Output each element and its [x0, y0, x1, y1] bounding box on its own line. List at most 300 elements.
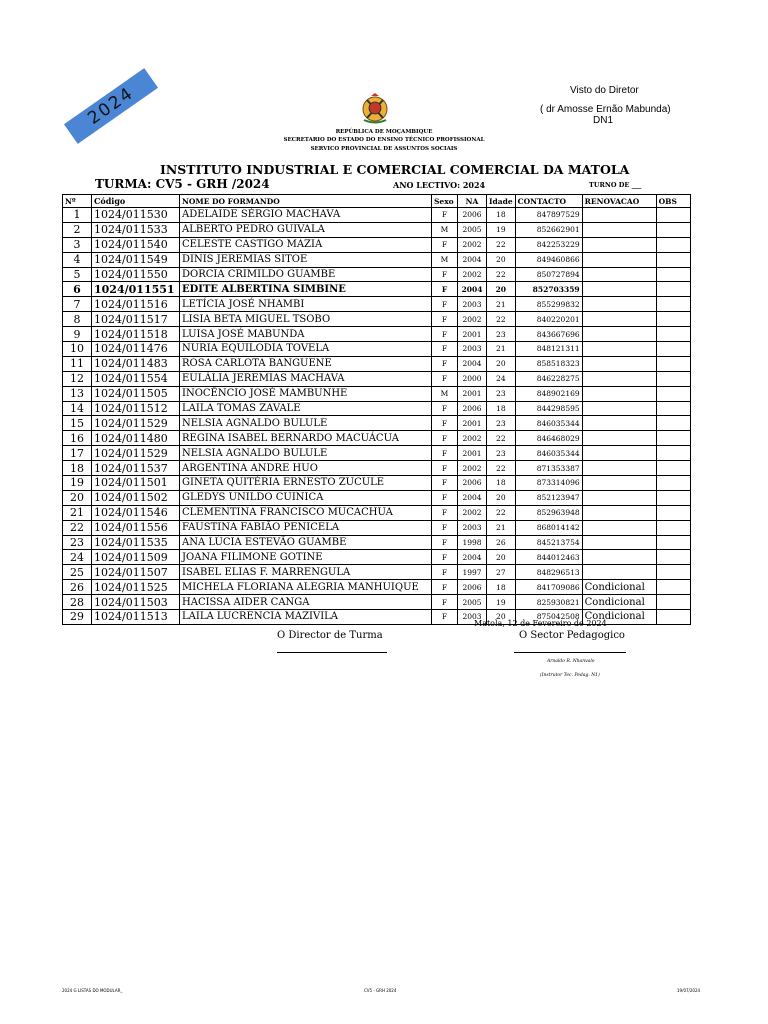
notes — [656, 312, 690, 327]
renewal-status — [582, 446, 656, 461]
table-row — [63, 208, 691, 223]
table-row — [63, 595, 691, 610]
student-code: 1024/011517 — [92, 312, 180, 327]
student-contact: 875042508 — [515, 610, 582, 625]
row-number: 25 — [63, 565, 92, 580]
student-age: 23 — [487, 327, 516, 342]
student-name: ALBERTO PEDRO GUIVALA — [180, 222, 432, 237]
notes — [656, 401, 690, 416]
student-age: 26 — [487, 535, 516, 550]
student-code: 1024/011525 — [92, 580, 180, 595]
student-sex: F — [432, 312, 458, 327]
student-contact: 852703359 — [515, 282, 582, 297]
table-row — [63, 252, 691, 267]
notes — [656, 297, 690, 312]
notes — [656, 371, 690, 386]
class-director-label: O Director de Turma — [277, 630, 383, 641]
table-row — [63, 431, 691, 446]
student-age: 23 — [487, 386, 516, 401]
student-sex: F — [432, 565, 458, 580]
notes — [656, 222, 690, 237]
birth-year: 2004 — [458, 356, 487, 371]
student-contact: 846035344 — [515, 416, 582, 431]
student-code: 1024/011535 — [92, 535, 180, 550]
table-row — [63, 327, 691, 342]
student-contact: 855299832 — [515, 297, 582, 312]
birth-year: 2003 — [458, 297, 487, 312]
notes — [656, 327, 690, 342]
shift-label: TURNO DE ___ — [589, 181, 642, 189]
director-approval-label: Visto do Diretor — [570, 85, 639, 96]
notes — [656, 476, 690, 491]
renewal-status — [582, 535, 656, 550]
student-name: ROSA CARLOTA BANGUENE — [180, 356, 432, 371]
student-sex: F — [432, 490, 458, 505]
notes — [656, 505, 690, 520]
student-code: 1024/011551 — [92, 282, 180, 297]
renewal-status: Condicional — [582, 610, 656, 625]
birth-year: 2004 — [458, 282, 487, 297]
student-sex: F — [432, 476, 458, 491]
student-sex: M — [432, 252, 458, 267]
notes — [656, 208, 690, 223]
roster-body — [63, 208, 691, 625]
row-number: 24 — [63, 550, 92, 565]
student-age: 19 — [487, 595, 516, 610]
renewal-status: Condicional — [582, 580, 656, 595]
student-contact: 848296513 — [515, 565, 582, 580]
birth-year: 2002 — [458, 312, 487, 327]
row-number: 14 — [63, 401, 92, 416]
notes — [656, 282, 690, 297]
student-code: 1024/011537 — [92, 461, 180, 476]
row-number: 23 — [63, 535, 92, 550]
student-name: GLEDYS UNILDO CUINICA — [180, 490, 432, 505]
student-age: 21 — [487, 342, 516, 357]
student-code: 1024/011483 — [92, 356, 180, 371]
birth-year: 2003 — [458, 520, 487, 535]
student-code: 1024/011516 — [92, 297, 180, 312]
student-code: 1024/011550 — [92, 267, 180, 282]
birth-year: 2004 — [458, 490, 487, 505]
student-sex: F — [432, 535, 458, 550]
student-age: 18 — [487, 580, 516, 595]
student-sex: F — [432, 371, 458, 386]
coat-of-arms-icon — [359, 92, 391, 124]
student-age: 23 — [487, 446, 516, 461]
student-code: 1024/011509 — [92, 550, 180, 565]
student-name: LUISA JOSÉ MABUNDA — [180, 327, 432, 342]
student-code: 1024/011513 — [92, 610, 180, 625]
student-name: DINIS JEREMIAS SITOE — [180, 252, 432, 267]
student-name: CLEMENTINA FRANCISCO MUCACHUA — [180, 505, 432, 520]
student-sex: F — [432, 416, 458, 431]
student-age: 18 — [487, 208, 516, 223]
row-number: 3 — [63, 237, 92, 252]
notes — [656, 610, 690, 625]
row-number: 19 — [63, 476, 92, 491]
student-contact: 842253229 — [515, 237, 582, 252]
institute-title: INSTITUTO INDUSTRIAL E COMERCIAL COMERCIAL DA MATOLA — [160, 162, 630, 177]
student-sex: F — [432, 356, 458, 371]
renewal-status — [582, 490, 656, 505]
notes — [656, 431, 690, 446]
student-sex: F — [432, 237, 458, 252]
table-row — [63, 386, 691, 401]
renewal-status — [582, 312, 656, 327]
table-row — [63, 222, 691, 237]
student-age: 20 — [487, 490, 516, 505]
table-row — [63, 416, 691, 431]
academic-year: ANO LECTIVO: 2024 — [393, 180, 486, 190]
student-code: 1024/011505 — [92, 386, 180, 401]
header-contact: CONTACTO — [515, 195, 582, 208]
class-label: TURMA: CV5 - GRH /2024 — [95, 177, 270, 191]
student-name: ADELAIDE SÉRGIO MACHAVA — [180, 208, 432, 223]
footer-date: 19/07/2024 — [677, 988, 701, 993]
student-name: EULÁLIA JEREMIAS MACHAVA — [180, 371, 432, 386]
student-sex: F — [432, 461, 458, 476]
table-row — [63, 535, 691, 550]
birth-year: 1998 — [458, 535, 487, 550]
renewal-status — [582, 565, 656, 580]
birth-year: 2002 — [458, 267, 487, 282]
student-contact: 844012463 — [515, 550, 582, 565]
notes — [656, 446, 690, 461]
student-sex: F — [432, 297, 458, 312]
student-contact: 858518323 — [515, 356, 582, 371]
table-row — [63, 342, 691, 357]
student-code: 1024/011530 — [92, 208, 180, 223]
row-number: 6 — [63, 282, 92, 297]
table-header-row — [63, 195, 691, 208]
birth-year: 2001 — [458, 386, 487, 401]
student-name: ISABEL ELIAS F. MARRENGULA — [180, 565, 432, 580]
table-row — [63, 476, 691, 491]
student-age: 21 — [487, 297, 516, 312]
student-code: 1024/011507 — [92, 565, 180, 580]
student-code: 1024/011549 — [92, 252, 180, 267]
student-age: 22 — [487, 312, 516, 327]
student-age: 22 — [487, 461, 516, 476]
birth-year: 2002 — [458, 431, 487, 446]
header-sex: Sexo — [432, 195, 458, 208]
header-age: Idade — [487, 195, 516, 208]
table-row — [63, 297, 691, 312]
student-code: 1024/011476 — [92, 342, 180, 357]
notes — [656, 416, 690, 431]
student-name: LISIA BETA MIGUEL TSOBO — [180, 312, 432, 327]
student-name: EDITE ALBERTINA SIMBINE — [180, 282, 432, 297]
birth-year: 2000 — [458, 371, 487, 386]
renewal-status — [582, 476, 656, 491]
student-contact: 873314096 — [515, 476, 582, 491]
notes — [656, 267, 690, 282]
renewal-status — [582, 237, 656, 252]
student-sex: F — [432, 610, 458, 625]
director-code: DN1 — [593, 115, 614, 126]
student-age: 22 — [487, 237, 516, 252]
table-row — [63, 267, 691, 282]
student-sex: M — [432, 386, 458, 401]
student-sex: F — [432, 595, 458, 610]
student-code: 1024/011554 — [92, 371, 180, 386]
row-number: 12 — [63, 371, 92, 386]
student-age: 21 — [487, 520, 516, 535]
birth-year: 2006 — [458, 580, 487, 595]
student-name: MICHELA FLORIANA ALEGRIA MANHUIQUE — [180, 580, 432, 595]
table-row — [63, 237, 691, 252]
birth-year: 2004 — [458, 252, 487, 267]
row-number: 10 — [63, 342, 92, 357]
row-number: 22 — [63, 520, 92, 535]
student-sex: F — [432, 342, 458, 357]
student-contact: 852662901 — [515, 222, 582, 237]
birth-year: 2004 — [458, 550, 487, 565]
student-name: NELSIA AGNALDO BULULE — [180, 416, 432, 431]
birth-year: 2005 — [458, 222, 487, 237]
table-row — [63, 401, 691, 416]
student-age: 20 — [487, 610, 516, 625]
student-name: HACISSA AIDER CANGA — [180, 595, 432, 610]
notes — [656, 520, 690, 535]
renewal-status — [582, 520, 656, 535]
row-number: 1 — [63, 208, 92, 223]
table-row — [63, 446, 691, 461]
header-code: Código — [92, 195, 180, 208]
row-number: 15 — [63, 416, 92, 431]
notes — [656, 356, 690, 371]
header-number: Nº — [63, 195, 92, 208]
student-name: ANA LÚCIA ESTEVÃO GUAMBE — [180, 535, 432, 550]
renewal-status — [582, 267, 656, 282]
student-code: 1024/011529 — [92, 416, 180, 431]
table-row — [63, 565, 691, 580]
student-code: 1024/011533 — [92, 222, 180, 237]
renewal-status — [582, 208, 656, 223]
birth-year: 2006 — [458, 401, 487, 416]
letterhead-service: SERVICO PROVINCIAL DE ASSUNTOS SOCIAIS — [310, 146, 458, 152]
student-age: 20 — [487, 252, 516, 267]
renewal-status — [582, 505, 656, 520]
student-sex: M — [432, 222, 458, 237]
table-row — [63, 371, 691, 386]
row-number: 26 — [63, 580, 92, 595]
birth-year: 2003 — [458, 342, 487, 357]
student-contact: 825930821 — [515, 595, 582, 610]
birth-year: 2001 — [458, 446, 487, 461]
student-contact: 846228275 — [515, 371, 582, 386]
header-name: NOME DO FORMANDO — [180, 195, 432, 208]
student-roster-table — [62, 194, 691, 625]
student-contact: 846468029 — [515, 431, 582, 446]
student-contact: 841709086 — [515, 580, 582, 595]
row-number: 20 — [63, 490, 92, 505]
table-row — [63, 356, 691, 371]
notes — [656, 550, 690, 565]
student-code: 1024/011540 — [92, 237, 180, 252]
student-contact: 848902169 — [515, 386, 582, 401]
birth-year: 2002 — [458, 237, 487, 252]
letterhead-republic: REPÚBLICA DE MOÇAMBIQUE — [335, 129, 433, 135]
student-age: 20 — [487, 550, 516, 565]
student-contact: 849460866 — [515, 252, 582, 267]
table-row — [63, 520, 691, 535]
student-age: 20 — [487, 282, 516, 297]
renewal-status — [582, 356, 656, 371]
student-sex: F — [432, 431, 458, 446]
signatory-title: (Instrutor Tec. Pedag. N1) — [540, 673, 600, 678]
student-code: 1024/011556 — [92, 520, 180, 535]
student-age: 19 — [487, 222, 516, 237]
renewal-status — [582, 461, 656, 476]
student-name: REGINA ISABEL BERNARDO MACUÁCUA — [180, 431, 432, 446]
student-age: 23 — [487, 416, 516, 431]
student-code: 1024/011480 — [92, 431, 180, 446]
signing-date: Matola, 12 de Fevereiro de 2024 — [474, 619, 607, 628]
student-name: LETÍCIA JOSÉ NHAMBI — [180, 297, 432, 312]
student-sex: F — [432, 327, 458, 342]
student-name: NELSIA AGNALDO BULULE — [180, 446, 432, 461]
student-sex: F — [432, 267, 458, 282]
row-number: 16 — [63, 431, 92, 446]
notes — [656, 535, 690, 550]
student-age: 18 — [487, 401, 516, 416]
pedagogic-sector-signature-line — [514, 652, 626, 653]
birth-year: 2001 — [458, 327, 487, 342]
student-sex: F — [432, 446, 458, 461]
birth-year: 2002 — [458, 461, 487, 476]
student-code: 1024/011518 — [92, 327, 180, 342]
birth-year: 2006 — [458, 208, 487, 223]
notes — [656, 595, 690, 610]
renewal-status — [582, 416, 656, 431]
row-number: 17 — [63, 446, 92, 461]
student-contact: 845213754 — [515, 535, 582, 550]
renewal-status — [582, 550, 656, 565]
row-number: 7 — [63, 297, 92, 312]
renewal-status — [582, 386, 656, 401]
row-number: 13 — [63, 386, 92, 401]
student-name: INOCÊNCIO JOSÉ MAMBUNHE — [180, 386, 432, 401]
birth-year: 2005 — [458, 595, 487, 610]
student-age: 22 — [487, 267, 516, 282]
renewal-status — [582, 222, 656, 237]
student-sex: F — [432, 208, 458, 223]
student-name: FAUSTINA FABIÃO PENICELA — [180, 520, 432, 535]
student-code: 1024/011546 — [92, 505, 180, 520]
row-number: 28 — [63, 595, 92, 610]
renewal-status — [582, 327, 656, 342]
header-renewal: RENOVACAO — [582, 195, 656, 208]
birth-year: 2002 — [458, 505, 487, 520]
renewal-status — [582, 282, 656, 297]
student-name: DORCIA CRIMILDO GUAMBE — [180, 267, 432, 282]
student-sex: F — [432, 282, 458, 297]
student-contact: 850727894 — [515, 267, 582, 282]
renewal-status — [582, 371, 656, 386]
birth-year: 2006 — [458, 476, 487, 491]
row-number: 21 — [63, 505, 92, 520]
renewal-status — [582, 431, 656, 446]
table-row — [63, 490, 691, 505]
notes — [656, 490, 690, 505]
student-code: 1024/011502 — [92, 490, 180, 505]
student-age: 27 — [487, 565, 516, 580]
renewal-status — [582, 401, 656, 416]
student-age: 22 — [487, 431, 516, 446]
student-code: 1024/011503 — [92, 595, 180, 610]
student-name: JOANA FILIMONE GOTINE — [180, 550, 432, 565]
student-age: 22 — [487, 505, 516, 520]
notes — [656, 386, 690, 401]
row-number: 2 — [63, 222, 92, 237]
table-row — [63, 461, 691, 476]
renewal-status — [582, 342, 656, 357]
student-contact: 868014142 — [515, 520, 582, 535]
student-sex: F — [432, 505, 458, 520]
pedagogic-sector-label: O Sector Pedagogico — [519, 630, 625, 641]
student-code: 1024/011501 — [92, 476, 180, 491]
renewal-status — [582, 297, 656, 312]
student-contact: 844298595 — [515, 401, 582, 416]
header-birth-year: NA — [458, 195, 487, 208]
student-sex: F — [432, 580, 458, 595]
student-age: 24 — [487, 371, 516, 386]
renewal-status: Condicional — [582, 595, 656, 610]
student-contact: 852123947 — [515, 490, 582, 505]
table-row — [63, 580, 691, 595]
student-sex: F — [432, 401, 458, 416]
footer-sheet-name: CV5 - GRH 2024 — [364, 988, 397, 993]
student-sex: F — [432, 550, 458, 565]
student-code: 1024/011512 — [92, 401, 180, 416]
student-name: LAILA LUCRENCIA MAZIVILA — [180, 610, 432, 625]
student-contact: 840220201 — [515, 312, 582, 327]
table-row — [63, 312, 691, 327]
student-name: CELESTE CASTIGO MAZIA — [180, 237, 432, 252]
class-director-signature-line — [277, 652, 387, 653]
birth-year: 1997 — [458, 565, 487, 580]
student-contact: 843667696 — [515, 327, 582, 342]
student-age: 18 — [487, 476, 516, 491]
student-name: GINETA QUITÉRIA ERNESTO ZUCULE — [180, 476, 432, 491]
student-name: NURIA EQUILODIA TOVELA — [180, 342, 432, 357]
table-row — [63, 282, 691, 297]
notes — [656, 252, 690, 267]
row-number: 5 — [63, 267, 92, 282]
row-number: 9 — [63, 327, 92, 342]
birth-year: 2003 — [458, 610, 487, 625]
table-row — [63, 505, 691, 520]
student-contact: 848121311 — [515, 342, 582, 357]
row-number: 11 — [63, 356, 92, 371]
notes — [656, 461, 690, 476]
student-contact: 852963948 — [515, 505, 582, 520]
student-age: 20 — [487, 356, 516, 371]
student-name: LAILA TOMAS ZAVALE — [180, 401, 432, 416]
year-ribbon: 2024 — [64, 68, 158, 144]
header-notes: OBS — [656, 195, 690, 208]
student-contact: 871353387 — [515, 461, 582, 476]
row-number: 8 — [63, 312, 92, 327]
signatory-name: Arnaldo R. Nhanvalo — [547, 659, 595, 664]
row-number: 18 — [63, 461, 92, 476]
student-contact: 847897529 — [515, 208, 582, 223]
row-number: 29 — [63, 610, 92, 625]
row-number: 4 — [63, 252, 92, 267]
notes — [656, 342, 690, 357]
